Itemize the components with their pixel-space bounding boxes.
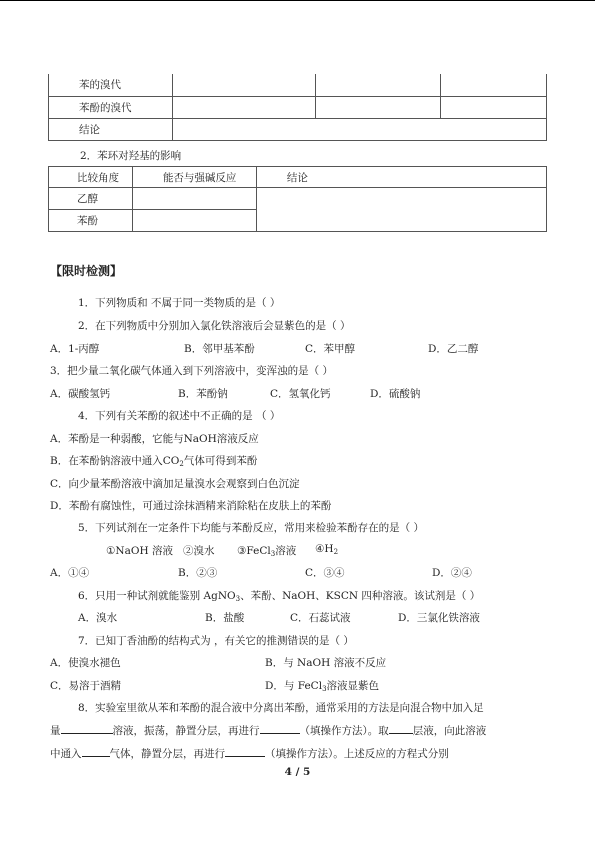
answer-blank[interactable] [260,722,300,734]
option: B．苯酚钠 [178,388,228,400]
option: A．①④ [50,567,90,579]
table-cell [256,188,546,232]
option: A．溴水 [78,612,118,624]
option: C．氢氧化钙 [270,388,331,400]
reagent: $④H_2$ [315,543,339,556]
quiz-heading: 【限时检测】 [50,264,123,278]
top-rule [0,0,595,1]
option: C．石蕊试液 [290,612,351,624]
table-cell [132,188,256,210]
table-cell: 苯酚的溴代 [49,96,173,118]
option: B．邻甲基苯酚 [184,343,255,355]
option: D．硫酸钠 [370,388,421,400]
page-number: 4 / 5 [284,766,311,778]
table-header: 比较角度 [49,167,133,188]
option: D．②④ [432,567,472,579]
table-header-row [49,167,547,188]
comparison-table-1 [48,74,547,141]
table-cell [441,96,547,118]
table-cell: 苯酚 [49,210,133,232]
option: D．三氯化铁溶液 [398,612,480,624]
table-cell [441,74,547,96]
answer-blank[interactable] [389,722,413,734]
answer-blank[interactable] [82,745,110,757]
table-row [49,118,547,140]
answer-blank[interactable] [61,722,113,734]
table-cell: 乙醇 [49,188,133,210]
table-header: 结论 [256,167,546,188]
option: B．与 NaOH 溶液不反应 [265,657,387,669]
option: A．1-丙醇 [50,343,100,355]
table-cell [315,96,441,118]
option: B．②③ [178,567,218,579]
option: A．使溴水褪色 [50,657,121,669]
table-cell [172,118,546,140]
answer-blank[interactable] [225,745,265,757]
option: C．③④ [305,567,345,579]
table-row [49,74,547,96]
option: B．盐酸 [205,612,245,624]
table-cell [172,96,315,118]
option: D．与 FeCl$_3$溶液显紫色 [265,680,380,693]
table-header: 能否与强碱反应 [132,167,256,188]
table-cell [172,74,315,96]
comparison-table-2 [48,166,547,232]
reagent: ①NaOH 溶液 [106,545,173,557]
section-heading: 2．苯环对羟基的影响 [80,150,182,162]
option: C．苯甲醇 [305,343,356,355]
option: C．易溶于酒精 [50,680,122,692]
table-row [49,188,547,210]
reagent: ②溴水 [183,545,215,557]
table-row [49,96,547,118]
option: A．碳酸氢钙 [50,388,111,400]
table-cell: 结论 [49,118,173,140]
table-cell [315,74,441,96]
table-cell [132,210,256,232]
reagent: ③FeCl$_3$溶液 [237,545,297,558]
table-cell: 苯的溴代 [49,74,173,96]
option: D．乙二醇 [428,343,479,355]
